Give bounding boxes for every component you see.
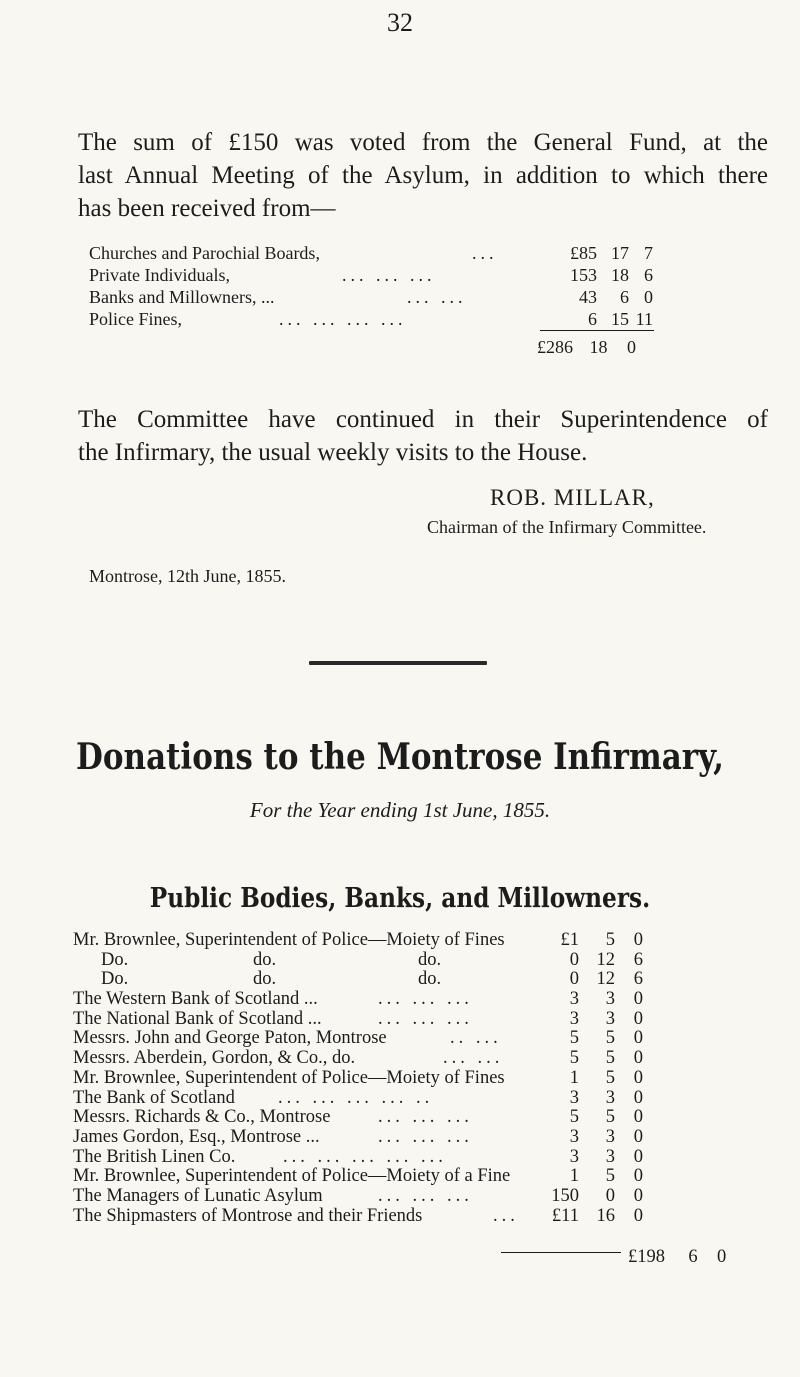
donation-pence: 0	[633, 1087, 643, 1108]
donation-row	[73, 1167, 733, 1187]
donation-pence: 6	[633, 969, 643, 990]
donation-shillings: 12	[596, 969, 615, 990]
donation-row	[73, 970, 733, 990]
donation-label: Do.	[101, 949, 129, 970]
donation-leader: .. ...	[450, 1028, 502, 1049]
donation-row	[73, 1089, 733, 1109]
donation-row	[73, 1049, 733, 1069]
donation-pounds: £1	[560, 930, 579, 950]
donation-pence: 0	[633, 1185, 643, 1206]
donation-pence: 0	[633, 1205, 643, 1226]
receipt-label: Private Individuals,	[89, 265, 230, 285]
donation-pounds: 3	[569, 1087, 579, 1108]
place-date: Montrose, 12th June, 1855.	[89, 566, 286, 586]
donation-label: Messrs. Richards & Co., Montrose	[73, 1107, 331, 1128]
grand-total-pence: 0	[717, 1247, 727, 1267]
donation-label: Do.	[101, 969, 129, 990]
donation-pounds: 3	[569, 1126, 579, 1147]
donation-leader: ... ... ... ... ...	[283, 1146, 447, 1167]
donation-shillings: 5	[605, 1028, 615, 1049]
donations-total	[628, 1247, 726, 1268]
donation-pounds: 0	[569, 969, 579, 990]
donation-pounds: 1	[569, 1166, 579, 1187]
donation-leader: ... ... ...	[378, 1107, 473, 1128]
receipt-shillings: 18	[611, 265, 629, 285]
receipt-pence: 6	[644, 265, 653, 285]
donation-pence: 0	[633, 930, 643, 950]
receipt-shillings: 17	[611, 243, 629, 263]
total-pounds: £286	[537, 337, 573, 357]
donation-leader: ... ... ...	[378, 1185, 473, 1206]
grand-total-shillings: 6	[688, 1247, 698, 1267]
donation-pounds: 5	[569, 1028, 579, 1049]
receipt-leader: ... ... ...	[342, 265, 436, 285]
donation-pence: 0	[633, 1126, 643, 1147]
donation-pence: 0	[633, 1166, 643, 1187]
donation-pence: 0	[633, 1146, 643, 1167]
sum-rule	[540, 330, 654, 331]
grand-total-pounds: £198	[628, 1247, 665, 1267]
signature-name: ROB. MILLAR,	[490, 485, 655, 510]
donation-shillings: 5	[605, 1048, 615, 1069]
donation-label: The Managers of Lunatic Asylum	[73, 1185, 323, 1206]
donation-pounds: 1	[569, 1067, 579, 1088]
receipt-label: Churches and Parochial Boards,	[89, 243, 320, 263]
receipt-leader: ... ...	[407, 287, 467, 307]
intro-paragraph	[78, 126, 768, 225]
donation-pence: 0	[633, 1028, 643, 1049]
donation-pence: 0	[633, 1067, 643, 1088]
donation-pounds: £11	[551, 1205, 579, 1226]
donation-label: Mr. Brownlee, Superintendent of Police—Moiety of a Fine	[73, 1166, 511, 1187]
donation-shillings: 5	[605, 1107, 615, 1128]
donation-shillings: 0	[605, 1185, 615, 1206]
donation-label: The British Linen Co.	[73, 1146, 236, 1167]
donation-shillings: 3	[605, 989, 615, 1010]
donations-heading: Donations to the Montrose Infirmary,	[76, 736, 724, 778]
donation-pence: 0	[633, 1008, 643, 1029]
donation-shillings: 3	[605, 1087, 615, 1108]
committee-paragraph	[78, 403, 768, 469]
receipt-pounds: 153	[570, 265, 597, 285]
donation-row	[73, 1187, 733, 1207]
donation-label: The National Bank of Scotland ...	[73, 1008, 322, 1029]
section-divider	[309, 661, 487, 665]
donation-label: James Gordon, Esq., Montrose ...	[73, 1126, 320, 1147]
donation-row	[73, 1128, 733, 1148]
intro-line: has been received from—	[78, 195, 336, 222]
committee-line: the Infirmary, the usual weekly visits to the House.	[78, 439, 588, 466]
receipt-pounds: 43	[579, 287, 597, 307]
donation-pence: 6	[633, 949, 643, 970]
donation-row	[73, 990, 733, 1010]
donation-pounds: 3	[569, 1146, 579, 1167]
donation-row	[73, 1069, 733, 1089]
donation-label: The Bank of Scotland	[73, 1087, 235, 1108]
receipt-leader: ... ... ... ...	[279, 309, 407, 329]
donation-shillings: 3	[605, 1008, 615, 1029]
receipt-label: Police Fines,	[89, 309, 182, 329]
receipt-shillings: 15	[611, 309, 629, 329]
donation-label: The Shipmasters of Montrose and their Friends	[73, 1205, 423, 1226]
donation-row	[73, 1148, 733, 1168]
donations-subheading: For the Year ending 1st June, 1855.	[249, 798, 551, 822]
donation-shillings: 3	[605, 1126, 615, 1147]
receipt-pence: 7	[644, 243, 653, 263]
donation-pounds: 150	[551, 1185, 579, 1206]
donation-leader: ... ... ...	[378, 1008, 473, 1029]
receipts-total	[537, 337, 636, 358]
intro-line: last Annual Meeting of the Asylum, in addition to which there	[78, 162, 768, 189]
donation-leader: ...	[493, 1205, 519, 1226]
receipt-label: Banks and Millowners, ...	[89, 287, 275, 307]
signature-title: Chairman of the Infirmary Committee.	[427, 517, 707, 537]
donation-leader: ... ... ...	[378, 1126, 473, 1147]
donation-label: Mr. Brownlee, Superintendent of Police—Moiety of Fines	[73, 930, 505, 950]
donation-pence: 0	[633, 989, 643, 1010]
donation-label: Messrs. Aberdein, Gordon, & Co., do.	[73, 1048, 356, 1069]
receipt-row	[89, 264, 653, 286]
donation-row	[73, 1010, 733, 1030]
donation-row	[73, 1108, 733, 1128]
donation-pounds: 5	[569, 1048, 579, 1069]
receipts-ledger	[89, 242, 653, 330]
donation-row	[73, 1029, 733, 1049]
donation-label: Mr. Brownlee, Superintendent of Police—Moiety of Fines	[73, 1067, 505, 1088]
donation-shillings: 12	[596, 949, 615, 970]
donation-pence: 0	[633, 1107, 643, 1128]
donation-row	[73, 931, 733, 951]
receipt-pounds: 6	[588, 309, 597, 329]
donation-ditto: do.	[253, 949, 277, 970]
donation-pounds: 0	[569, 949, 579, 970]
page-number: 32	[387, 8, 413, 37]
donation-pence: 0	[633, 1048, 643, 1069]
donation-shillings: 16	[596, 1205, 615, 1226]
receipt-shillings: 6	[620, 287, 629, 307]
receipt-leader: ...	[472, 243, 498, 263]
donation-shillings: 5	[605, 1067, 615, 1088]
section-heading: Public Bodies, Banks, and Millowners.	[149, 883, 651, 914]
committee-line: The Committee have continued in their Superintendence of	[78, 406, 768, 433]
donation-ditto: do.	[418, 949, 442, 970]
donation-ditto: do.	[253, 969, 277, 990]
donation-label: Messrs. John and George Paton, Montrose	[73, 1028, 387, 1049]
donation-leader: ... ...	[443, 1048, 504, 1069]
donation-pounds: 5	[569, 1107, 579, 1128]
donations-list	[73, 931, 733, 1226]
receipt-row	[89, 242, 653, 264]
donation-leader: ... ... ...	[378, 989, 473, 1010]
donation-shillings: 5	[605, 930, 615, 950]
donation-pounds: 3	[569, 1008, 579, 1029]
donation-label: The Western Bank of Scotland ...	[73, 989, 318, 1010]
receipt-pence: 0	[644, 287, 653, 307]
donation-row	[73, 1207, 733, 1227]
total-pence: 0	[627, 337, 636, 357]
donation-row	[73, 951, 733, 971]
receipt-pence: 11	[635, 309, 653, 329]
total-shillings: 18	[589, 337, 608, 357]
grand-total-rule	[501, 1252, 621, 1253]
donation-ditto: do.	[418, 969, 442, 990]
donation-pounds: 3	[569, 989, 579, 1010]
receipt-pounds: £85	[570, 243, 597, 263]
donation-shillings: 5	[605, 1166, 615, 1187]
intro-line: The sum of £150 was voted from the General Fund, at the	[78, 129, 768, 156]
donation-shillings: 3	[605, 1146, 615, 1167]
receipt-row	[89, 286, 653, 308]
receipt-row	[89, 308, 653, 330]
donation-leader: ... ... ... ... ..	[278, 1087, 434, 1108]
